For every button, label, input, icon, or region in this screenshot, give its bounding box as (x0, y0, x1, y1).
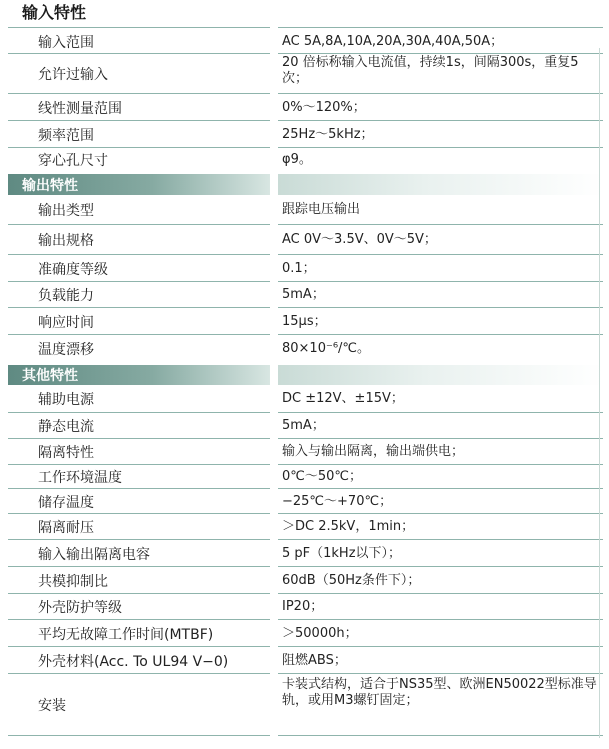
spec-row (0, 335, 609, 363)
spec-row (0, 540, 609, 567)
spec-value: 0%～120%； (282, 99, 366, 115)
spec-label: 准确度等级 (38, 261, 108, 278)
spec-row (0, 255, 609, 282)
spec-label: 共模抑制比 (38, 573, 108, 590)
spec-label: 输入输出隔离电容 (38, 546, 150, 563)
spec-row (0, 225, 609, 255)
spec-value: 卡装式结构，适合于NS35型、欧洲EN50022型标准导轨，或用M3螺钉固定； (282, 677, 597, 708)
spec-label: 外壳材料(Acc. To UL94 V−0) (38, 653, 229, 670)
right-edge-rule (599, 48, 600, 738)
spec-value: 5mA； (282, 287, 325, 302)
spec-row (0, 385, 609, 413)
spec-value: AC 5A,8A,10A,20A,30A,40A,50A； (282, 34, 504, 49)
spec-label: 允许过输入 (38, 67, 108, 83)
spec-row (0, 647, 609, 674)
title-rule-right (278, 27, 603, 28)
spec-label: 输出规格 (38, 233, 94, 249)
spec-value: −25℃～+70℃； (282, 493, 393, 509)
spec-row (0, 121, 609, 148)
spec-value: φ9。 (282, 152, 312, 167)
spec-row (0, 308, 609, 335)
spec-value: AC 0V～3.5V、0V～5V； (282, 232, 437, 247)
spec-row (0, 148, 609, 172)
spec-label: 工作环境温度 (38, 470, 122, 486)
spec-row (0, 54, 609, 94)
spec-label: 外壳防护等级 (38, 600, 122, 616)
spec-label: 静态电流 (38, 419, 94, 435)
section-header-other (0, 365, 609, 385)
spec-row (0, 594, 609, 620)
spec-label: 辅助电源 (38, 392, 94, 408)
spec-row (0, 620, 609, 647)
spec-label: 负载能力 (38, 288, 94, 304)
spec-value: 80×10⁻⁶/℃。 (282, 341, 371, 356)
spec-label: 穿心孔尺寸 (38, 153, 108, 169)
spec-value: IP20； (282, 599, 324, 614)
spec-row (0, 489, 609, 514)
spec-label: 输出类型 (38, 203, 94, 219)
spec-value: 5 pF（1kHz以下）； (282, 545, 402, 561)
spec-row (0, 413, 609, 439)
spec-value: 阻燃ABS； (282, 652, 347, 668)
spec-row (0, 195, 609, 225)
spec-value: 0.1； (282, 260, 316, 276)
spec-label: 储存温度 (38, 494, 94, 511)
spec-label: 隔离耐压 (38, 520, 94, 536)
section-title: 输出特性 (8, 174, 270, 195)
spec-label: 线性测量范围 (38, 100, 122, 117)
spec-row (0, 439, 609, 465)
spec-label: 隔离特性 (38, 445, 94, 461)
spec-label: 平均无故障工作时间(MTBF) (38, 626, 214, 643)
spec-row (0, 94, 609, 121)
spec-value: ＞DC 2.5kV，1min； (282, 519, 415, 534)
spec-row (0, 465, 609, 489)
spec-value: 15μs； (282, 313, 327, 329)
spec-label: 响应时间 (38, 314, 94, 331)
spec-value: 输入与输出隔离，输出端供电； (282, 444, 465, 459)
spec-value: 25Hz～5kHz； (282, 126, 374, 142)
spec-value: 5mA； (282, 418, 325, 433)
spec-label: 频率范围 (38, 127, 94, 144)
spec-row (0, 567, 609, 594)
spec-row (0, 514, 609, 540)
spec-value: 20 倍标称输入电流值，持续1s，间隔300s，重复5次； (282, 55, 579, 86)
spec-value: 跟踪电压输出 (282, 202, 361, 217)
spec-label: 安装 (38, 698, 66, 714)
page-title: 输入特性 (22, 3, 87, 22)
title-rule-left (8, 27, 270, 28)
spec-value: DC ±12V、±15V； (282, 391, 404, 406)
spec-label: 温度漂移 (38, 342, 94, 358)
spec-label: 输入范围 (38, 35, 94, 51)
section-title: 其他特性 (8, 365, 270, 385)
spec-row (0, 30, 609, 54)
section-header-output (0, 174, 609, 195)
spec-row (0, 674, 609, 736)
spec-value: 0℃～50℃； (282, 469, 363, 484)
spec-value: ＞50000h； (282, 625, 358, 641)
spec-row (0, 282, 609, 308)
spec-value: 60dB（50Hz条件下）； (282, 572, 421, 588)
